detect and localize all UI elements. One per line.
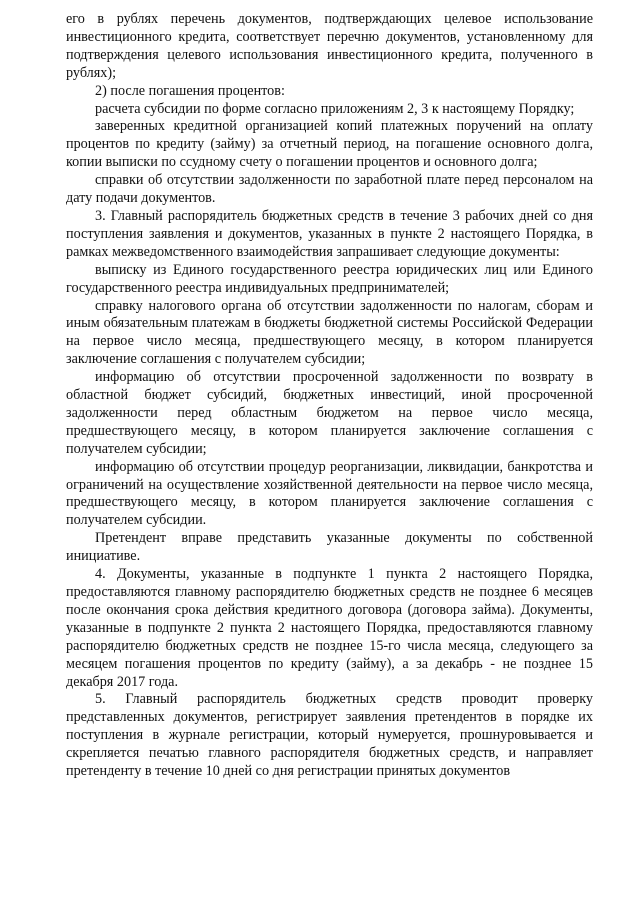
- paragraph: 2) после погашения процентов:: [95, 82, 285, 99]
- paragraph: справки об отсутствии задолженности по заработной плате перед персоналом на дату подачи документов.: [66, 172, 593, 207]
- paragraph: заверенных кредитной организацией копий платежных поручений на оплату процентов по кредиту (займу) за отчетный период, на погашение основного долга, копии выписки по ссудному счету о погашении процентов и основного долга;: [66, 118, 593, 171]
- paragraph: информацию об отсутствии процедур реорганизации, ликвидации, банкротства и ограничений на осуществление хозяйственной деятельности на первое число месяца, предшествующего месяцу, в котором планируется заключение соглашения с получателем субсидии.: [66, 458, 593, 529]
- paragraph: Претендент вправе представить указанные документы по собственной инициативе.: [66, 530, 593, 565]
- paragraph: 4. Документы, указанные в подпункте 1 пункта 2 настоящего Порядка, предоставляются главному распорядителю бюджетных средств не позднее 6 месяцев после окончания срока действия кредитного договора (договора займа). Документы, указанные в подпункте 2 пункта 2 настоящего Порядка, предоставляются главному распорядителю бюджетных средств не позднее 15-го числа месяца, следующего за месяцем погашения процентов по кредиту (займу), а за декабрь - не позднее 15 декабря 2017 года.: [66, 566, 593, 690]
- document-page: [66, 11, 593, 781]
- paragraph: его в рублях перечень документов, подтверждающих целевое использование инвестиционного кредита, соответствует перечню документов, установленному для подтверждения целевого использования инвестиционного кредита, полученного в рублях);: [66, 11, 593, 81]
- paragraph: справку налогового органа об отсутствии задолженности по налогам, сборам и иным обязательным платежам в бюджеты бюджетной системы Российской Федерации на первое число месяца, предшествующего месяцу, в котором планируется заключение соглашения с получателем субсидии;: [66, 297, 593, 368]
- paragraph: информацию об отсутствии просроченной задолженности по возврату в областной бюджет субсидий, бюджетных инвестиций, иной просроченной задолженности перед областным бюджетом на первое число месяца, предшествующего месяцу, в котором планируется заключение соглашения с получателем субсидии;: [66, 369, 593, 457]
- paragraph: расчета субсидии по форме согласно приложениям 2, 3 к настоящему Порядку;: [95, 100, 575, 117]
- paragraph: 3. Главный распорядитель бюджетных средств в течение 3 рабочих дней со дня поступления заявления и документов, указанных в пункте 2 настоящего Порядка, в рамках межведомственного взаимодействия запрашивает следующие документы:: [66, 207, 593, 260]
- paragraph: 5. Главный распорядитель бюджетных средств проводит проверку представленных документов, регистрирует заявления претендентов в порядке их поступления в журнале регистрации, который нумеруется, прошнуровывается и скрепляется печатью главного распорядителя бюджетных средств, и направляет претенденту в течение 10 дней со дня регистрации принятых документов: [66, 691, 593, 780]
- paragraph: выписку из Единого государственного реестра юридических лиц или Единого государственного реестра индивидуальных предпринимателей;: [66, 261, 593, 296]
